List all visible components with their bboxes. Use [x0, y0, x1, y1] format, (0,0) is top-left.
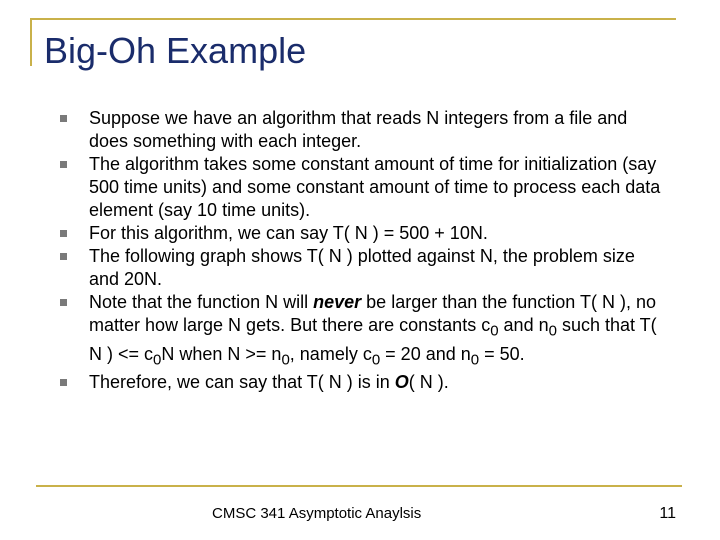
bullet-text: For this algorithm, we can say T( N ) = 500 + 10N.: [89, 223, 488, 243]
bullet-item: [58, 371, 668, 394]
bullet-text: Suppose we have an algorithm that reads N integers from a file and does something with each integer.: [89, 108, 628, 151]
square-bullet-icon: [60, 161, 67, 168]
square-bullet-icon: [60, 230, 67, 237]
bullet-text-rich: Therefore, we can say that T( N ) is in O( N ).: [89, 372, 449, 393]
top-rule: [30, 18, 676, 20]
square-bullet-icon: [60, 379, 67, 386]
bullet-item: [58, 245, 668, 291]
bullet-item: [58, 222, 668, 245]
square-bullet-icon: [60, 253, 67, 260]
slide-title: Big-Oh Example: [44, 30, 307, 71]
bullet-list: [58, 107, 668, 394]
square-bullet-icon: [60, 115, 67, 122]
bullet-item: [58, 291, 668, 371]
square-bullet-icon: [60, 299, 67, 306]
bottom-rule: [36, 485, 682, 487]
page-number: 11: [659, 505, 676, 522]
bullet-text: The algorithm takes some constant amount of time for initialization (say 500 time units) and some constant amount of time to process each data element (say 10 time units).: [89, 154, 661, 220]
left-rule: [30, 18, 32, 66]
bullet-text: The following graph shows T( N ) plotted against N, the problem size and 20N.: [89, 246, 635, 289]
bullet-text-rich: Note that the function N will never be larger than the function T( N ), no matter how large N gets. But there are constants $c_0$ and $n_0$ such that T( N ) <= $c_0N$ when $N >= n_0$, namely $c_0 = 20$ and $n_0 = 50$.: [89, 292, 657, 369]
footer-text: CMSC 341 Asymptotic Anaylsis: [212, 505, 422, 522]
bullet-item: [58, 153, 668, 222]
bullet-item: [58, 107, 668, 153]
